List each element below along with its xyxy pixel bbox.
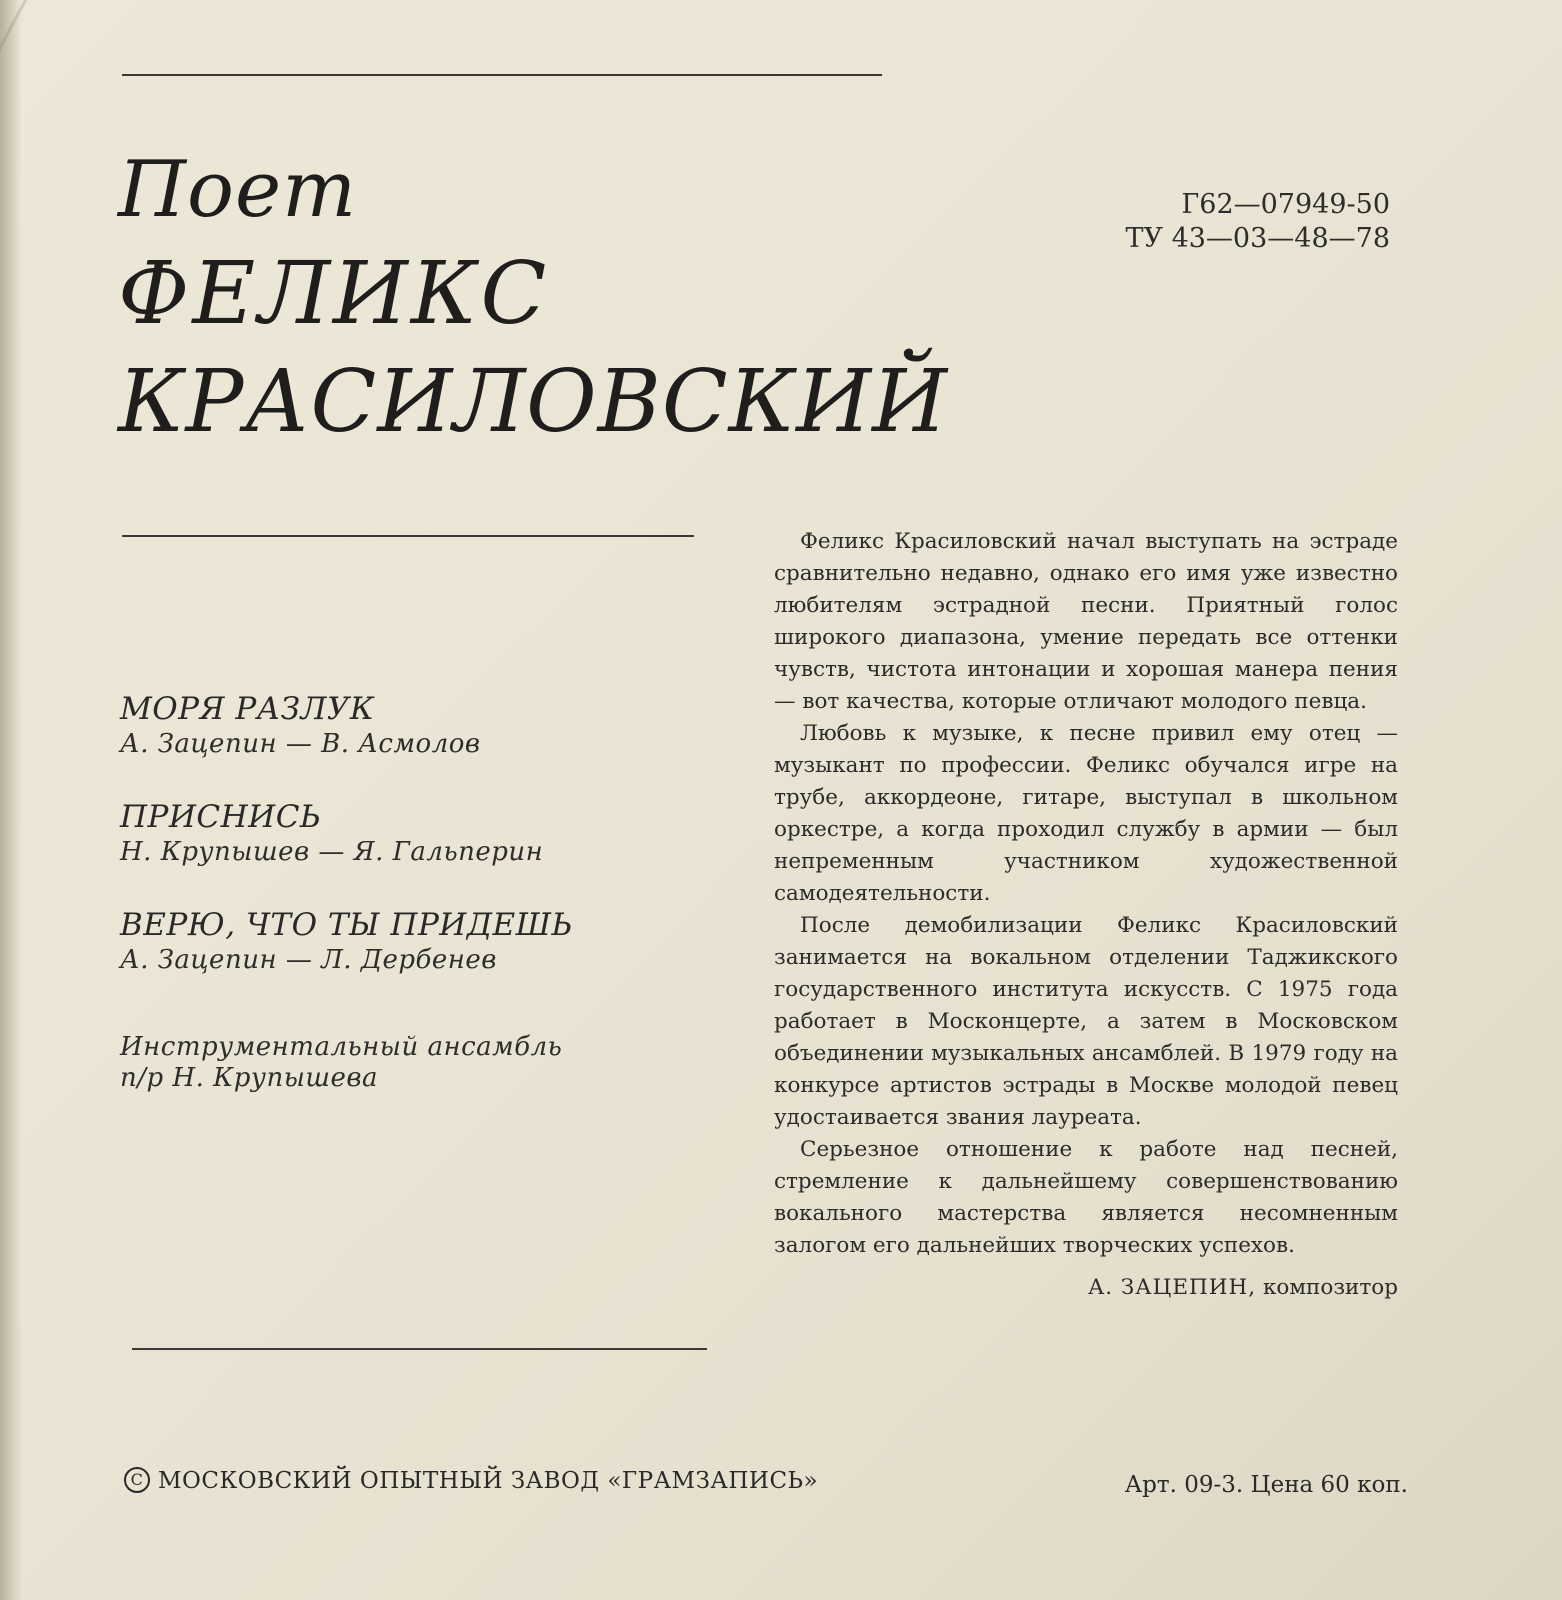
publisher-name: МОСКОВСКИЙ ОПЫТНЫЙ ЗАВОД «ГРАМЗАПИСЬ»	[158, 1468, 819, 1494]
title-last-name: КРАСИЛОВСКИЙ	[118, 352, 949, 452]
track-credit: А. Зацепин — В. Асмолов	[120, 729, 481, 759]
track-title: ВЕРЮ, ЧТО ТЫ ПРИДЕШЬ	[120, 907, 573, 943]
ensemble-line-1: Инструментальный ансамбль	[120, 1032, 563, 1062]
top-rule	[122, 74, 882, 76]
bottom-rule	[132, 1348, 707, 1350]
track-title: МОРЯ РАЗЛУК	[120, 691, 375, 727]
track-title: ПРИСНИСЬ	[120, 799, 322, 835]
publisher-line	[124, 1466, 818, 1496]
bio-paragraph: После демобилизации Феликс Красиловский занимается на вокальном отделении Таджикского государственного института искусств. С 1975 года работает в Москонцерте, а затем в Московском объединении музыкальных ансамблей. В 1979 году на конкурсе артистов эстрады в Москве молодой певец удостаивается звания лауреата.	[774, 913, 1398, 1130]
catalog-code-2: ТУ 43—03—48—78	[1125, 223, 1390, 254]
title-poet: Поет	[118, 145, 358, 235]
bio-paragraph: Серьезное отношение к работе над песней, стремление к дальнейшему совершенствованию вокального мастерства является несомненным залогом его дальнейших творческих успехов.	[774, 1137, 1398, 1258]
biography-text	[774, 526, 1398, 1304]
track-item	[120, 798, 740, 868]
title-block	[118, 140, 1018, 456]
bio-paragraph: Феликс Красиловский начал выступать на эстраде сравнительно недавно, однако его имя уже известно любителям эстрадной песни. Приятный голос широкого диапазона, умение передать все оттенки чувств, чистота интонации и хорошая манера пения — вот качества, которые отличают молодого певца.	[774, 529, 1398, 714]
copyright-icon: C	[124, 1467, 150, 1493]
ensemble-line-2: п/р Н. Крупышева	[120, 1063, 379, 1093]
price-line: Арт. 09-3. Цена 60 коп.	[1124, 1472, 1408, 1498]
track-credit: А. Зацепин — Л. Дербенев	[120, 945, 497, 975]
catalog-code-1: Г62—07949-50	[1181, 189, 1390, 220]
track-credit: Н. Крупышев — Я. Гальперин	[120, 837, 544, 867]
ensemble-credit	[120, 1032, 740, 1094]
track-item	[120, 906, 740, 976]
bio-signature	[774, 1272, 1398, 1304]
sleeve-edge-shadow	[0, 0, 22, 1600]
signature-role: композитор	[1262, 1275, 1398, 1300]
signature-name: А. ЗАЦЕПИН,	[1087, 1275, 1257, 1300]
catalog-numbers	[970, 188, 1390, 256]
middle-rule	[122, 535, 694, 537]
track-item	[120, 690, 740, 760]
bio-paragraph: Любовь к музыке, к песне привил ему отец — музыкант по профессии. Феликс обучался игре на трубе, аккордеоне, гитаре, выступал в школьном оркестре, а когда проходил службу в армии — был непременным участником художественной самодеятельности.	[774, 721, 1398, 906]
title-first-name: ФЕЛИКС	[118, 244, 550, 344]
track-list	[120, 690, 740, 1094]
